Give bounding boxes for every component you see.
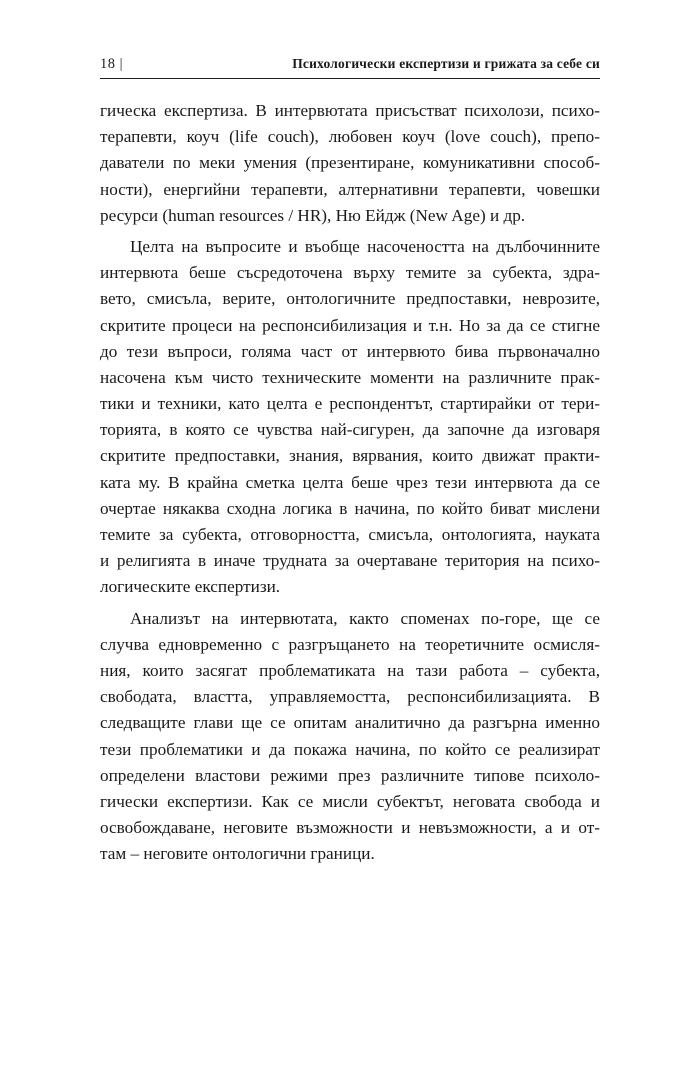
text-line: случва едновременно с разгръщането на теоретичните осмисля- [100, 634, 600, 654]
text-line: ката му. В крайна сметка целта беше чрез тези интервюта да се [100, 472, 600, 492]
text-line: темите за субекта, отговорността, смисъла, онтологията, науката [100, 525, 600, 544]
text-line: очертае някаква сходна логика в начина, по който биват мислени [100, 498, 600, 518]
text-line: скритите процеси на респонсибилизация и т.н. Но за да се стигне [100, 315, 600, 335]
text-line: интервюта беше съсредоточена върху темите за субекта, здра- [100, 263, 600, 283]
text-line: ности), енергийни терапевти, алтернативни терапевти, човешки [100, 179, 600, 199]
text-line: тики и техники, като целта е респондентът, стартирайки от тери- [100, 394, 600, 414]
text-line: там – неговите онтологични граници. [100, 844, 375, 864]
text-line: логическите експертизи. [100, 577, 281, 597]
page-number: 18 | [100, 56, 124, 72]
text-line: ния, които засягат проблематиката на тази работа – субекта, [100, 660, 600, 680]
text-line: свободата, властта, управляемостта, респонсибилизацията. В [100, 687, 600, 707]
text-line: гическа експертиза. В интервютата присъстват психолози, психо- [100, 101, 600, 120]
text-line: Анализът на интервютата, както споменах по-горе, ще се [130, 608, 600, 628]
text-line: гически експертизи. Как се мисли субектът, неговата свобода и [100, 791, 600, 811]
text-line: ресурси (human resources / HR), Ню Ейдж (New Age) и др. [100, 205, 526, 225]
text-line: даватели по меки умения (презентиране, комуникативни способ- [100, 153, 600, 173]
body-text [100, 98, 600, 867]
text-line: насочена към чисто техническите моменти на различните прак- [100, 367, 600, 387]
text-line: освобождаване, неговите възможности и невъзможности, а и от- [100, 818, 600, 838]
text-line: до тези въпроси, голяма част от интервюто бива първоначално [100, 341, 600, 361]
text-line: и религията в иначе трудната за очертаване територия на психо- [100, 551, 600, 571]
text-line: Целта на въпросите и въобще насочеността на дълбочинните [130, 236, 600, 256]
running-title: Психологически експертизи и грижата за себе си [292, 56, 600, 71]
text-line: торията, в която се чувства най-сигурен, да започне да изговаря [100, 420, 600, 440]
paragraph-3 [100, 606, 600, 868]
text-line: вето, смисъла, верите, онтологичните предпоставки, неврозите, [100, 289, 600, 309]
text-line: терапевти, коуч (life couch), любовен коуч (love couch), препо- [100, 127, 600, 147]
text-line: следващите глави ще се опитам аналитично да разгърна именно [100, 713, 600, 733]
text-line: тези проблематики и да покажа начина, по който се реализират [100, 739, 600, 759]
paragraph-1 [100, 98, 600, 229]
paragraph-2 [100, 234, 600, 601]
text-line: скритите предпоставки, знания, вярвания, които движат практи- [100, 446, 600, 466]
running-header [100, 56, 600, 79]
text-line: определени властови режими през различните типове психоло- [100, 765, 600, 785]
